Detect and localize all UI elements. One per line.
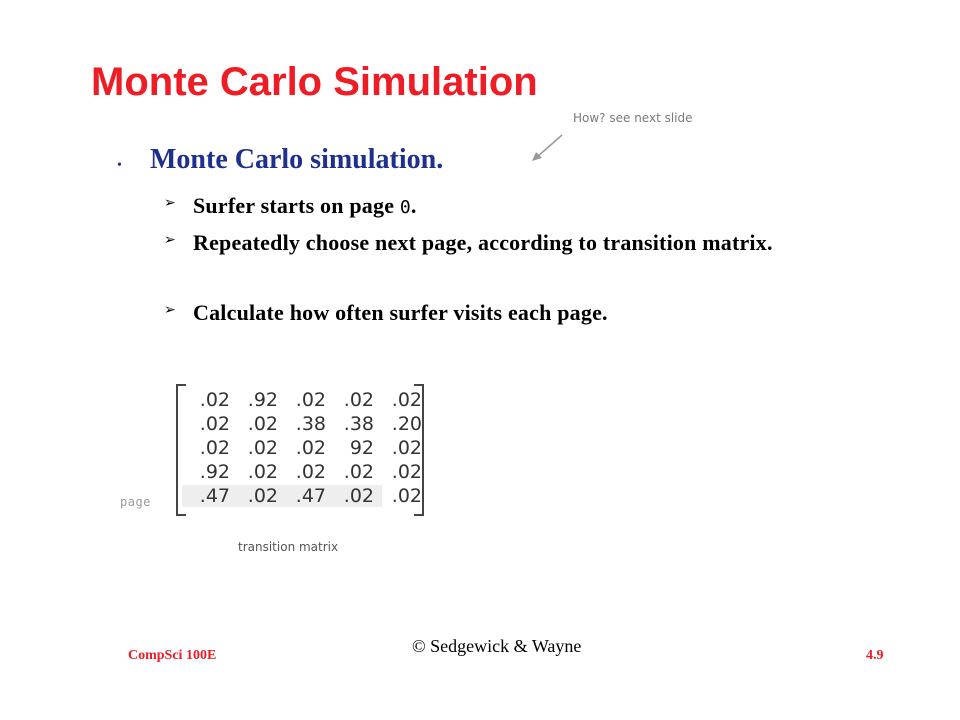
matrix-row [182, 388, 422, 412]
arrow-bullet-icon: ➢ [164, 232, 176, 248]
matrix-cell: .20 [391, 413, 422, 435]
matrix-cell: .02 [391, 485, 422, 507]
code-text: 0 [399, 197, 411, 218]
sub-bullet-text: Surfer starts on page 0. [193, 193, 417, 218]
matrix-cell: .38 [343, 413, 374, 435]
matrix-cell: .38 [295, 413, 326, 435]
footer-slide-number: 4.9 [866, 648, 884, 663]
matrix-cell: 92 [349, 437, 374, 459]
matrix-cell: .02 [295, 389, 326, 411]
page-row-label: page [120, 495, 151, 509]
slide-title: Monte Carlo Simulation [91, 60, 538, 104]
matrix-caption: transition matrix [238, 540, 339, 554]
matrix-row [182, 436, 422, 460]
matrix-cell: .02 [247, 413, 278, 435]
matrix-cell: .02 [391, 437, 422, 459]
matrix-cell: .92 [199, 461, 230, 483]
matrix-cell: .47 [199, 485, 230, 507]
matrix-cell: .02 [391, 461, 422, 483]
matrix-cell: .02 [199, 413, 230, 435]
matrix-cell: .02 [247, 437, 278, 459]
matrix-cell: .02 [247, 485, 278, 507]
matrix-cell: .02 [199, 389, 230, 411]
matrix-cell: .92 [247, 389, 278, 411]
matrix-cell: .02 [295, 437, 326, 459]
footer-course: CompSci 100E [128, 648, 217, 663]
sub-bullet-text: Repeatedly choose next page, according to transition matrix. [193, 230, 773, 255]
footer-copyright: © Sedgewick & Wayne [412, 636, 582, 656]
arrow-bullet-icon: ➢ [164, 195, 176, 211]
matrix-cell: .02 [343, 485, 374, 507]
matrix-table [182, 388, 422, 508]
annotation-note: How? see next slide [573, 111, 693, 125]
sub-bullet-text: Calculate how often surfer visits each page. [193, 300, 608, 325]
matrix-cell: .02 [391, 389, 422, 411]
matrix-cell: .02 [199, 437, 230, 459]
matrix-cell: .02 [295, 461, 326, 483]
matrix-cell: .47 [295, 485, 326, 507]
matrix-cell: .02 [343, 389, 374, 411]
bullet-main: Monte Carlo simulation. [150, 144, 444, 175]
matrix-row [182, 412, 422, 436]
bullet-dot-icon: • [117, 158, 122, 173]
matrix-cell: .02 [343, 461, 374, 483]
transition-matrix [172, 384, 428, 514]
matrix-row [182, 484, 422, 508]
annotation-arrow-icon [528, 132, 568, 164]
arrow-bullet-icon: ➢ [164, 302, 176, 318]
matrix-cell: .02 [247, 461, 278, 483]
matrix-row [182, 460, 422, 484]
